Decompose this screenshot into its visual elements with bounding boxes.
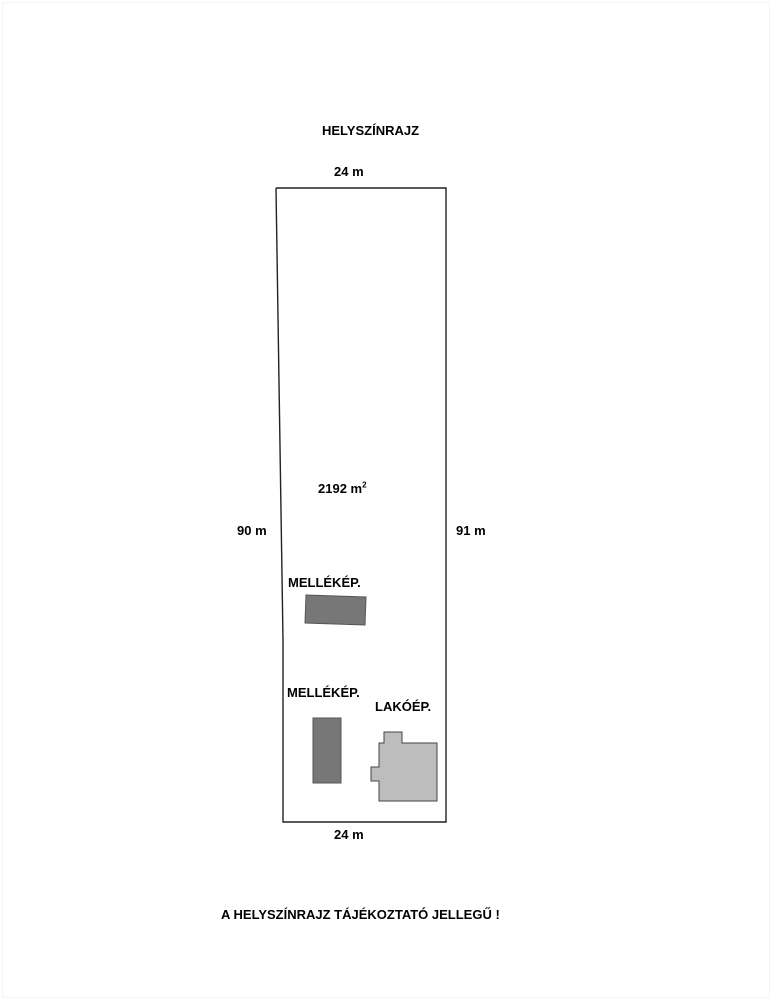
outbuilding-2-shape: [313, 718, 341, 783]
plot-boundary: [276, 188, 446, 822]
bottom-width-label: 24 m: [334, 827, 364, 842]
right-length-label: 91 m: [456, 523, 486, 538]
top-width-label: 24 m: [334, 164, 364, 179]
site-plan-title: HELYSZÍNRAJZ: [322, 123, 420, 138]
outbuilding-1-label: MELLÉKÉP.: [288, 575, 361, 590]
disclaimer-note: A HELYSZÍNRAJZ TÁJÉKOZTATÓ JELLEGŰ !: [221, 907, 500, 922]
area-unit-superscript: 2: [362, 480, 367, 490]
outbuilding-2-label: MELLÉKÉP.: [287, 685, 360, 700]
outbuilding-1-shape: [305, 595, 366, 625]
house-label: LAKÓÉP.: [375, 699, 432, 714]
area-value: 2192 m: [318, 481, 363, 496]
left-length-label: 90 m: [237, 523, 267, 538]
house-shape: [371, 732, 437, 801]
